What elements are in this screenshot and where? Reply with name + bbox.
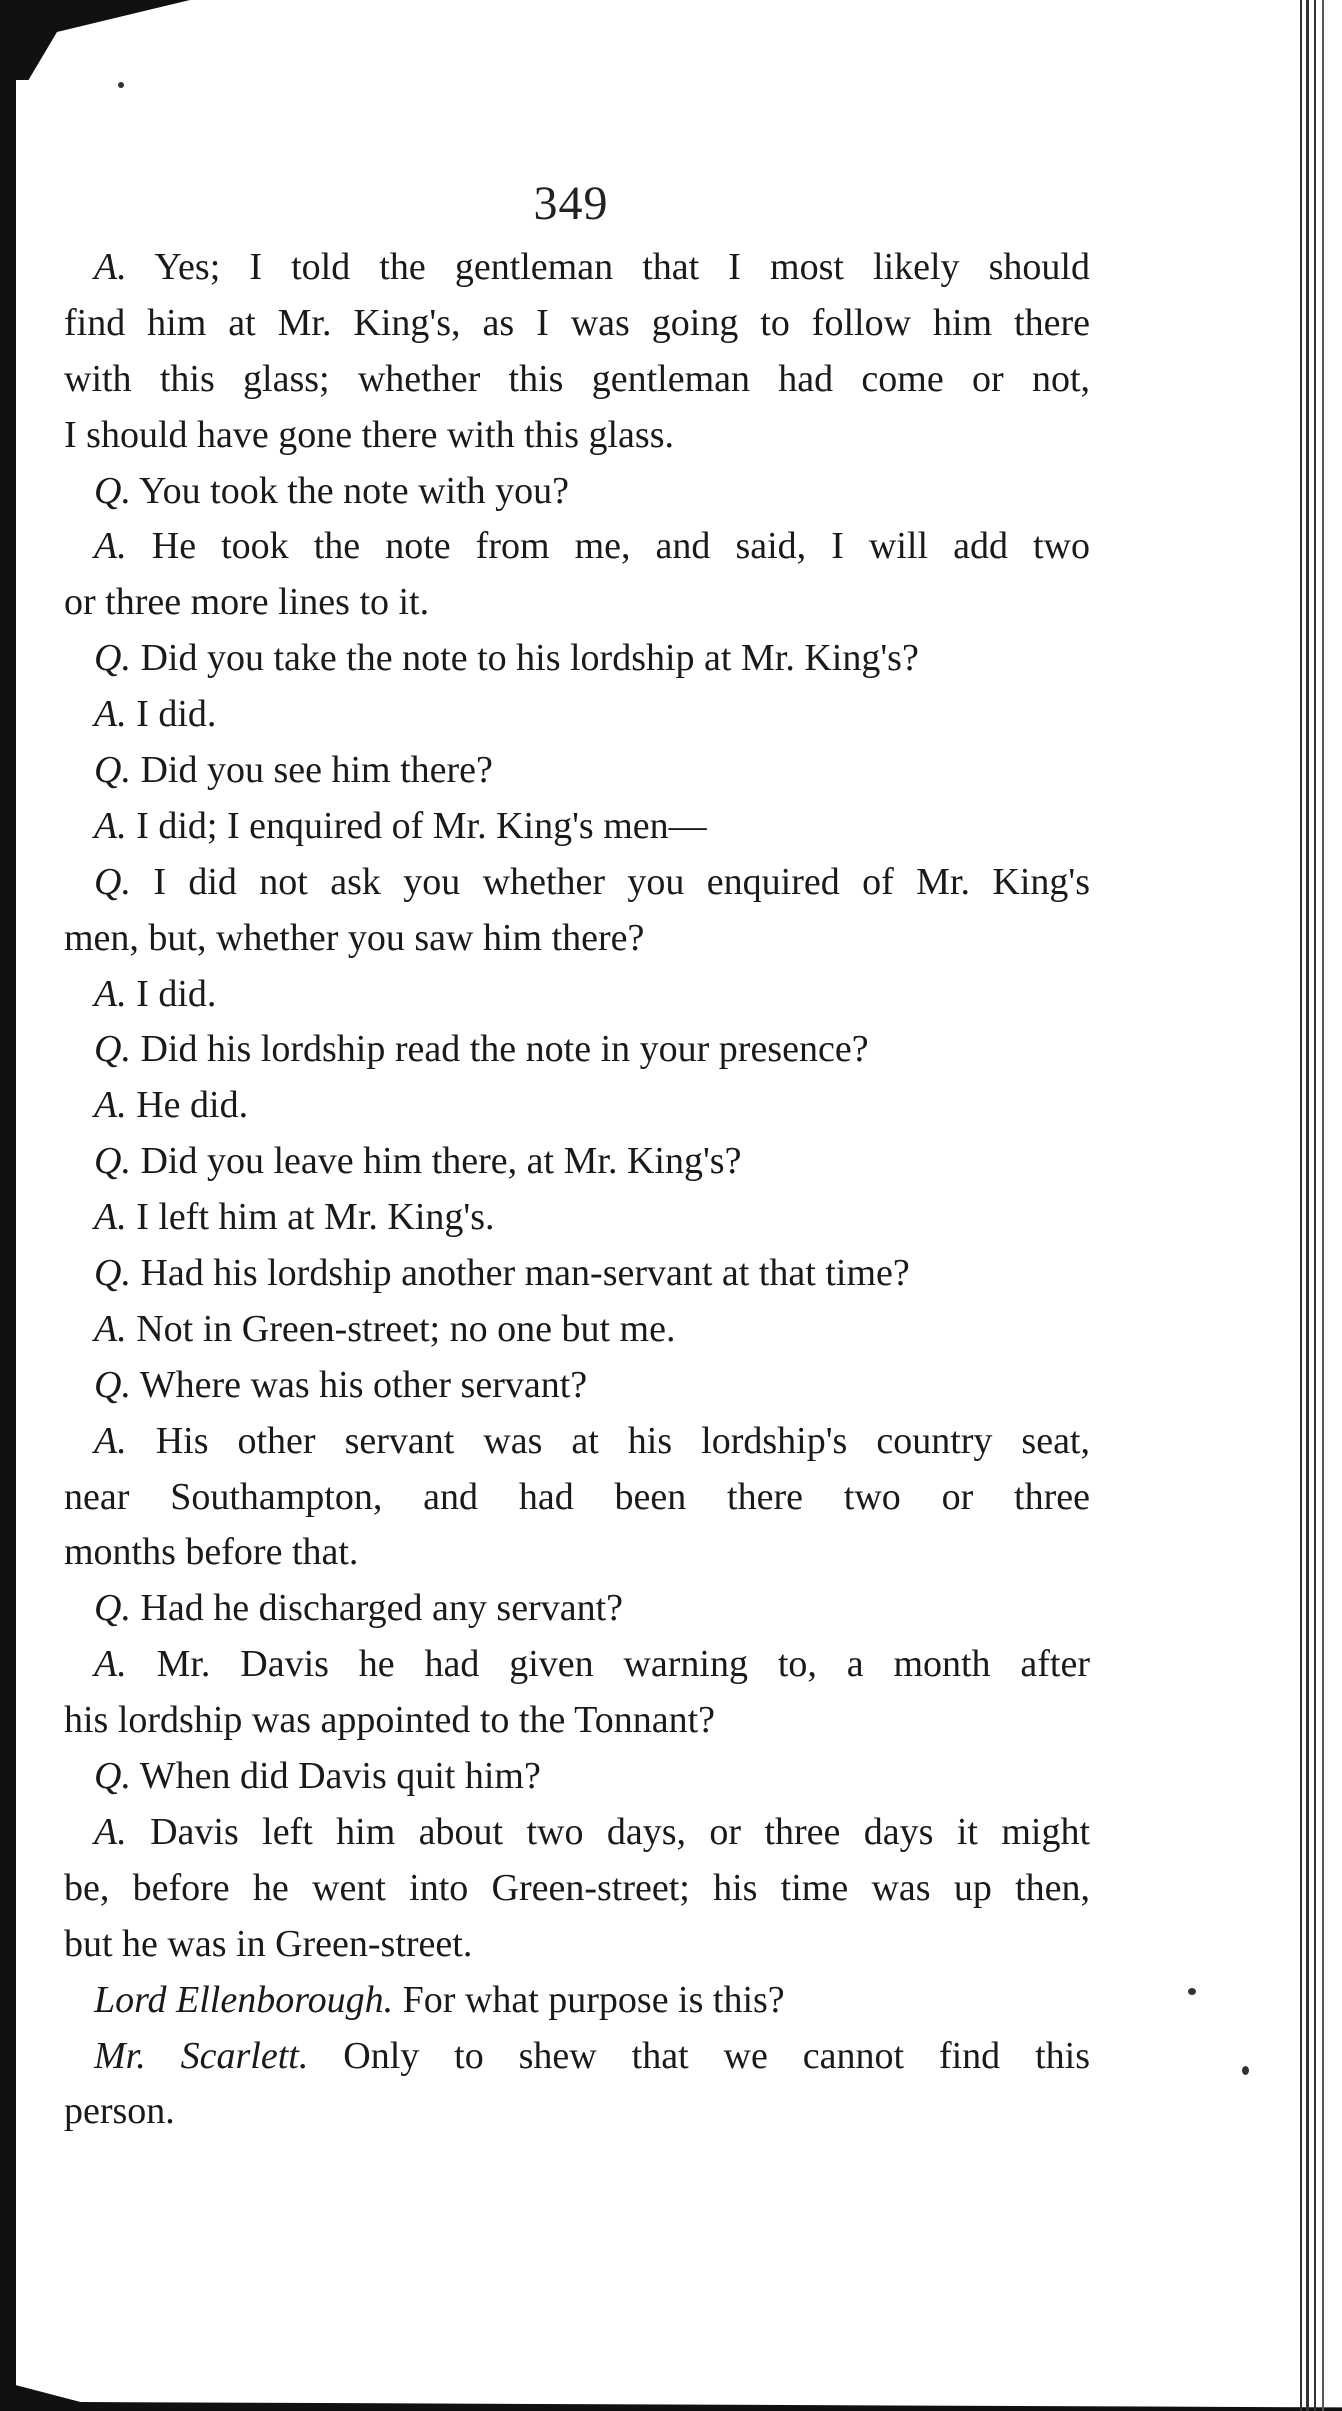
line-text: find him at Mr. King's, as I was going to follow him there (64, 301, 1090, 344)
speaker-label: Q. (94, 637, 131, 680)
text-line (64, 1470, 1090, 1526)
line-text: near Southampton, and had been there two or three (64, 1475, 1090, 1518)
line-text: with this glass; whether this gentleman had come or not, (64, 357, 1090, 400)
line-text: Not in Green-street; no one but me. (136, 1307, 676, 1350)
speaker-label: Q. (94, 1363, 131, 1406)
text-line (64, 1134, 1090, 1190)
ink-speck (118, 82, 124, 88)
speaker-label: A. (94, 693, 127, 736)
binding-shadow-left (0, 10, 16, 2390)
text-line (64, 2029, 1090, 2085)
line-text: Did his lordship read the note in your presence? (140, 1028, 869, 1071)
speaker-label: Q. (94, 1587, 131, 1630)
text-line (64, 1358, 1090, 1414)
speaker-label: Mr. Scarlett. (94, 2034, 309, 2077)
text-line (64, 631, 1090, 687)
text-line (64, 352, 1090, 408)
line-text: his lordship was appointed to the Tonnant? (64, 1699, 715, 1742)
text-line (64, 1917, 1090, 1973)
line-text: I should have gone there with this glass. (64, 413, 675, 456)
line-text: Only to shew that we cannot find this (343, 2034, 1090, 2077)
text-line (64, 1525, 1090, 1581)
speaker-label: Q. (94, 1252, 131, 1295)
line-text: You took the note with you? (139, 469, 570, 512)
text-line (64, 1637, 1090, 1693)
line-text: but he was in Green-street. (64, 1922, 473, 1965)
speaker-label: A. (94, 1196, 127, 1239)
text-line (64, 1749, 1090, 1805)
text-line (64, 1302, 1090, 1358)
line-text: Had he discharged any servant? (140, 1587, 624, 1630)
text-line (64, 2084, 1090, 2140)
ink-speck (1242, 2066, 1249, 2075)
text-line (64, 799, 1090, 855)
speaker-label: A. (94, 972, 127, 1015)
line-text: Had his lordship another man-servant at that time? (140, 1252, 910, 1295)
text-line (64, 967, 1090, 1023)
text-line (64, 1973, 1090, 2029)
line-text: men, but, whether you saw him there? (64, 916, 645, 959)
speaker-label: A. (94, 246, 127, 288)
speaker-label: A. (94, 1643, 127, 1686)
page-edge-rule (1306, 0, 1309, 2411)
line-text: He did. (136, 1084, 249, 1127)
text-line (64, 1581, 1090, 1637)
text-line (64, 1246, 1090, 1302)
line-text: Yes; I told the gentleman that I most likely should (154, 246, 1090, 288)
line-text: Davis left him about two days, or three days it might (150, 1810, 1090, 1853)
speaker-label: Q. (94, 1140, 131, 1183)
line-text: Did you leave him there, at Mr. King's? (140, 1140, 742, 1183)
speaker-label: Q. (94, 1028, 131, 1071)
text-line (64, 855, 1090, 911)
line-text: I did; I enquired of Mr. King's men— (136, 804, 707, 847)
line-text: Mr. Davis he had given warning to, a month after (156, 1643, 1091, 1686)
line-text: I did. (136, 972, 217, 1015)
speaker-label: A. (94, 804, 127, 847)
page-number: 349 (533, 177, 609, 230)
line-text: or three more lines to it. (64, 581, 430, 624)
text-line (64, 408, 1090, 464)
text-line (64, 1861, 1090, 1917)
line-text: Where was his other servant? (139, 1363, 588, 1406)
line-text: When did Davis quit him? (139, 1755, 541, 1798)
text-line (64, 296, 1090, 352)
text-line (64, 1805, 1090, 1861)
text-line (64, 743, 1090, 799)
text-line (64, 1078, 1090, 1134)
speaker-label: A. (94, 1084, 127, 1127)
speaker-label: Lord Ellenborough. (94, 1978, 394, 2021)
speaker-label: A. (94, 1419, 127, 1462)
text-line (64, 1414, 1090, 1470)
speaker-label: Q. (94, 1755, 131, 1798)
speaker-label: Q. (94, 469, 131, 512)
line-text: I did not ask you whether you enquired of Mr. King's (153, 860, 1091, 903)
speaker-label: A. (94, 1307, 127, 1350)
speaker-label: A. (94, 1810, 127, 1853)
ink-speck (1188, 1988, 1196, 1995)
line-text: person. (64, 2090, 175, 2133)
page-edge-rule (1314, 0, 1316, 2411)
line-text: I left him at Mr. King's. (136, 1196, 495, 1239)
text-line (64, 240, 1090, 296)
binding-shadow-bottom (0, 2381, 1342, 2411)
line-text: Did you take the note to his lordship at Mr. King's? (140, 637, 919, 680)
line-text: He took the note from me, and said, I will add two (151, 525, 1090, 568)
line-text: His other servant was at his lordship's country seat, (155, 1419, 1090, 1462)
text-line (64, 575, 1090, 631)
speaker-label: Q. (94, 749, 131, 792)
text-line (64, 519, 1090, 575)
line-text: For what purpose is this? (402, 1978, 785, 2021)
page-edge-rule (1322, 0, 1324, 2411)
line-text: I did. (136, 693, 217, 736)
page-edge-rule (1300, 0, 1302, 2411)
text-line (64, 911, 1090, 967)
line-text: Did you see him there? (140, 749, 493, 792)
text-line (64, 687, 1090, 743)
line-text: months before that. (64, 1531, 359, 1574)
speaker-label: Q. (94, 860, 131, 903)
text-line (64, 464, 1090, 520)
text-line (64, 1022, 1090, 1078)
transcript-body (64, 240, 1090, 2140)
line-text: be, before he went into Green-street; his time was up then, (64, 1866, 1090, 1909)
text-line (64, 1190, 1090, 1246)
text-line (64, 1693, 1090, 1749)
speaker-label: A. (94, 525, 127, 568)
binding-shadow-top (0, 0, 190, 80)
